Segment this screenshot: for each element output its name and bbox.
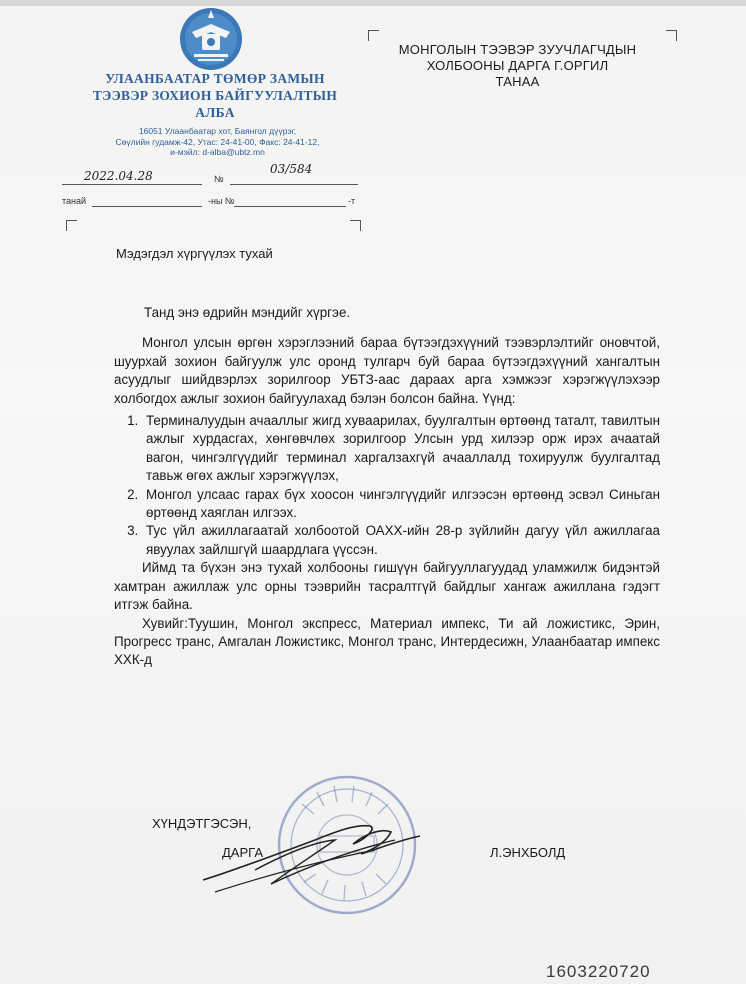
paragraph-intro: Монгол улсын өргөн хэрэглээний бараа бүтээгдэхүүний тээвэрлэлтийг оновчтой, шуурхай зохион байгуулж улс оронд тулгарч буй бараа бүтээгдэхүүний хангалтын асуудлыг шийдвэрлэх зорилгоор УБТЗ-аас дараах арга хэмжээг хэрэгжүүлэхээр холбогдох ажлыг зохион байгуулахад бэлэн болсон байна. Үүнд: bbox=[114, 335, 660, 406]
tanai-row bbox=[62, 196, 362, 210]
contact-line-2: Сөүлийн гудамж-42, Утас: 24-41-00, Факс: 24-41-12, bbox=[115, 136, 320, 147]
letterhead-contact bbox=[80, 126, 355, 158]
org-name-line-2: ТЭЭВЭР ЗОХИОН БАЙГУУЛАЛТЫН bbox=[92, 88, 338, 103]
letter-subject: Мэдэгдэл хүргүүлэх тухай bbox=[116, 246, 273, 261]
list-item: 2. Монгол улсаас гарах бүх хоосон чингэлгүүдийг илгээсэн өртөөнд эсвэл Синьган өртөөнд хаяглан илгээх. bbox=[142, 486, 660, 523]
paragraph-request: Иймд та бүхэн энэ тухай холбооны гишүүн байгууллагуудад уламжилж бидэнтэй хамтран ажиллаж улс орны тээврийн тасралтгүй байдлыг хангаж ажиллана гэдэгт итгэж байна. bbox=[114, 560, 660, 613]
number-label: № bbox=[214, 174, 224, 184]
letterhead-org-name bbox=[70, 70, 360, 121]
letter-body bbox=[114, 304, 660, 670]
recipient-line-3: ТАНАА bbox=[495, 74, 540, 89]
number-underline bbox=[230, 184, 358, 185]
railway-logo-icon bbox=[178, 4, 244, 74]
corner-mark-top-right bbox=[350, 220, 361, 231]
screen-top-band bbox=[0, 0, 746, 6]
recipient-block bbox=[360, 42, 675, 90]
list-item: 3. Тус үйл ажиллагаатай холбоотой ОАХХ-ийн 28-р зүйлийн дагуу үйл ажиллагаа явуулах зайлшгүй шаардлага үүссэн. bbox=[142, 522, 660, 559]
paragraph-copies: Хувийг:Туушин, Монгол экспресс, Материал импекс, Ти ай ложистикс, Эрин, Прогресс транс, Амгалан Ложистикс, Монгол транс, Интердесижн, Улаанбаатар импекс ХХК-д bbox=[114, 615, 660, 668]
document-number: 1603220720 bbox=[546, 962, 651, 981]
org-name-line-1: УЛААНБААТАР ТӨМӨР ЗАМЫН bbox=[105, 71, 325, 86]
reference-row bbox=[62, 162, 362, 192]
date-handwritten: 2022.04.28 bbox=[84, 169, 153, 183]
recipient-line-2: ХОЛБООНЫ ДАРГА Г.ОРГИЛ bbox=[426, 58, 609, 73]
t-label: -т bbox=[348, 196, 356, 206]
greeting: Танд энэ өдрийн мэндийг хүргэе. bbox=[144, 305, 351, 320]
tanai-label: танай bbox=[62, 196, 87, 206]
contact-line-1: 16051 Улаанбаатар хот, Баянгол дүүрэг, bbox=[138, 126, 297, 136]
recipient-line-1: МОНГОЛЫН ТЭЭВЭР ЗУУЧЛАГЧДЫН bbox=[398, 42, 637, 57]
signature-name: Л.ЭНХБОЛД bbox=[490, 845, 566, 860]
org-name-line-3: АЛБА bbox=[195, 105, 235, 120]
nii-label: -ны № bbox=[208, 196, 235, 206]
contact-line-3: и-мэйл: d-alba@ubtz.mn bbox=[170, 147, 265, 157]
tanai-underline bbox=[92, 206, 202, 207]
measures-list bbox=[114, 412, 660, 559]
list-item: 1. Терминалуудын ачааллыг жигд хуваарилах, буулгалтын өртөөнд таталт, тавилтын ажлыг хурдасгах, хөнгөвчлөх зорилгоор Улсын урд хилээр орж ирэх ачаатай вагон, чингэлгүүдийг терминал харгалзахгүй ачааллалд тохируулж буулгалтад тавьж өгөх ажлыг хэрэгжүүлэх, bbox=[142, 412, 660, 486]
signature-regards: ХҮНДЭТГЭСЭН, bbox=[152, 816, 252, 831]
nii-underline bbox=[234, 206, 346, 207]
corner-mark-recipient-right bbox=[666, 30, 677, 41]
number-handwritten: 03/584 bbox=[270, 162, 313, 176]
corner-mark-top-left bbox=[66, 220, 77, 231]
corner-mark-recipient-left bbox=[368, 30, 379, 41]
date-underline bbox=[62, 184, 202, 185]
signature-title: ДАРГА bbox=[222, 845, 263, 860]
